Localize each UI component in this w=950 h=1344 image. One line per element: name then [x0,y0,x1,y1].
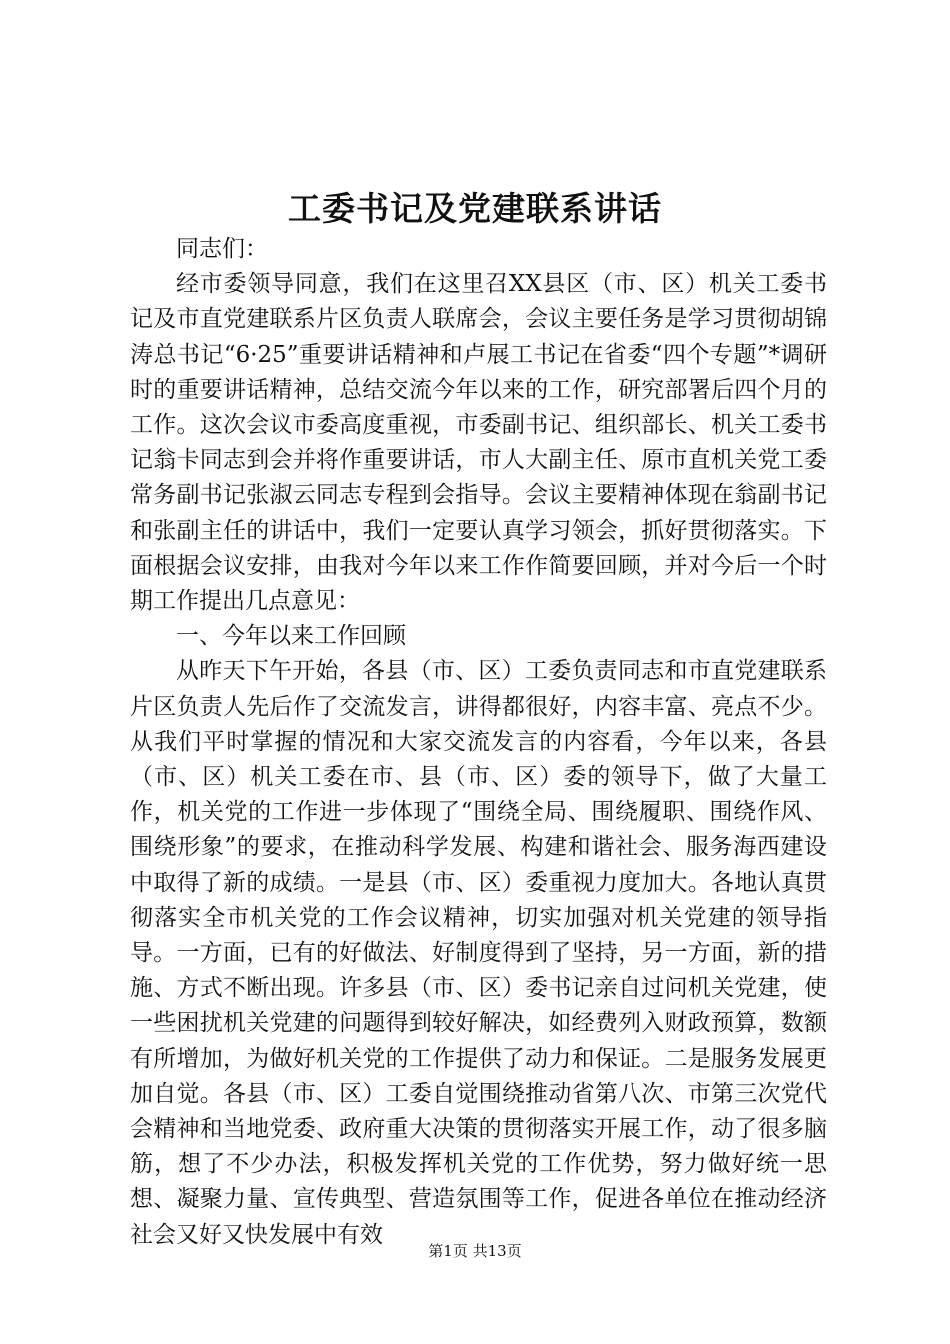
salutation-paragraph: 同志们： [176,236,268,262]
document-body [130,232,827,1253]
section-heading: 一、今年以来工作回顾 [176,623,406,650]
review-paragraph: 从昨天下午开始，各县（市、区）工委负责同志和市直党建联系片区负责人先后作了交流发言，讲得都很好，内容丰富、亮点不少。从我们平时掌握的情况和大家交流发言的内容看，今年以来，各县（市、区）机关工委在市、县（市、区）委的领导下，做了大量工作，机关党的工作进一步体现了“围绕全局、围绕履职、围绕作风、围绕形象”的要求，在推动科学发展、构建和谐社会、服务海西建设中取得了新的成绩。一是县（市、区）委重视力度加大。各地认真贯彻落实全市机关党的工作会议精神，切实加强对机关党建的领导指导。一方面，已有的好做法、好制度得到了坚持，另一方面，新的措施、方式不断出现。许多县（市、区）委书记亲自过问机关党建，使一些困扰机关党建的问题得到较好解决，如经费列入财政预算，数额有所增加，为做好机关党的工作提供了动力和保证。二是服务发展更加自觉。各县（市、区）工委自觉围绕推动省第八次、市第三次党代会精神和当地党委、政府重大决策的贯彻落实开展工作，动了很多脑筋，想了不少办法，积极发挥机关党的工作优势，努力做好统一思想、凝聚力量、宣传典型、营造氛围等工作，促进各单位在推动经济社会又好又快发展中有效 [130,658,827,1248]
intro-paragraph: 经市委领导同意，我们在这里召XX县区（市、区）机关工委书记及市直党建联系片区负责人联席会，会议主要任务是学习贯彻胡锦涛总书记“6·25”重要讲话精神和卢展工书记在省委“四个专题”*调研时的重要讲话精神，总结交流今年以来的工作，研究部署后四个月的工作。这次会议市委高度重视，市委副书记、组织部长、机关工委书记翁卡同志到会并将作重要讲话，市人大副主任、原市直机关党工委常务副书记张淑云同志专程到会指导。会议主要精神体现在翁副书记和张副主任的讲话中，我们一定要认真学习领会，抓好贯彻落实。下面根据会议安排，由我对今年以来工作作简要回顾，并对今后一个时期工作提出几点意见： [130,271,827,615]
page-number-footer: 第1页 共13页 [428,1242,522,1260]
document-title: 工委书记及党建联系讲话 [288,189,662,228]
